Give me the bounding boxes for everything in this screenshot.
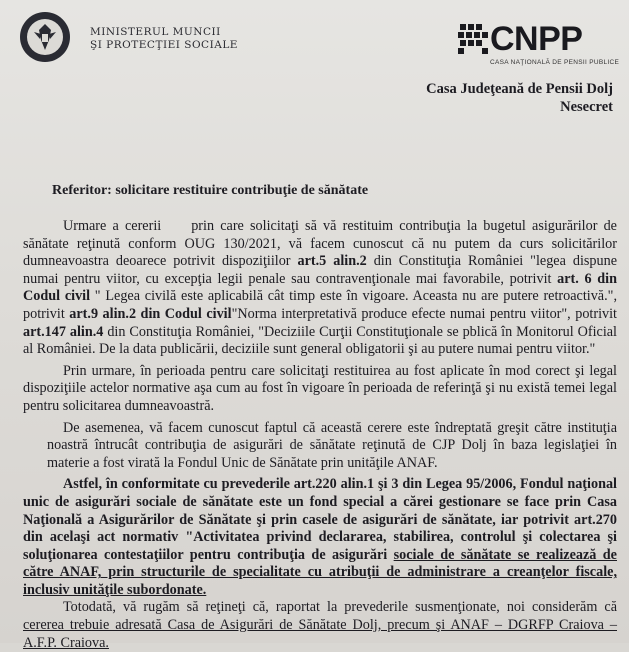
paragraph-2: Prin urmare, în perioada pentru care solicitaţi restituirea au fost aplicate în mod corect şi legal dispoziţiile actelor normative aşa cum au fost în vigoare în perioada de referinţă şi nu există temei legal pentru solicitarea dumneavoastră. xyxy=(23,362,617,414)
paragraph-1 xyxy=(23,218,617,359)
p1-ref-art5: art.5 alin.2 xyxy=(297,253,367,270)
p1-text-a: Urmare a cererii xyxy=(63,218,162,234)
paragraph-4 xyxy=(23,476,617,599)
paragraph-3: De asemenea, vă facem cunoscut faptul că această cerere este îndreptată greşit către instituţia noastră întrucât contribuţia de asigurări de sănătate reţinută de CJP Dolj în baza legislaţiei în materie a fost virată la Fondul Unic de Sănătate prin unităţile ANAF. xyxy=(47,419,617,471)
ministry-line-1: MINISTERUL MUNCII xyxy=(90,26,221,38)
government-seal-icon xyxy=(18,10,72,64)
p1-text-f: " Legea civilă este aplicabilă cât timp este în vigoare. Aceasta nu are putere retroactivă.", potrivit xyxy=(23,288,617,322)
ministry-name xyxy=(90,26,238,52)
p1-ref-art9: art.9 alin.2 din Codul civil xyxy=(69,305,232,322)
letter-body xyxy=(23,218,617,652)
p1-ref-art147: art.147 alin.4 xyxy=(23,323,104,340)
p1-text-d: din Constituţia României "legea dispune numai pentru viitor, cu excepţia legii penale sau contravenţionale mai favorabile, potrivit xyxy=(23,253,617,287)
p1-text-b: prin care solicitaţi să vă restituim contribuţia la bugetul asigurărilor de sănătate reţinută conform OUG 130/2021, vă facem cunoscut că nu putem da curs solicitărilor dumneavoastra deoarece potrivit dispoziţiilor xyxy=(23,218,617,270)
paragraph-5 xyxy=(23,599,617,652)
p5-text-underlined: cererea trebuie adresată Casa de Asigurări de Sănătate Dolj, precum şi ANAF – DGRFP Craiova – A.F.P. Craiova. xyxy=(23,617,617,651)
p1-text-j: din Constituţia României, "Deciziile Curţii Constituţionale se pblică în Monitorul Oficial al României. De la data publicării, deciziile sunt general obligatorii şi au putere numai pentru viitor." xyxy=(23,323,618,358)
ministry-line-2: ŞI PROTECŢIEI SOCIALE xyxy=(90,39,238,51)
letter-subject: Referitor: solicitare restituire contribuţie de sănătate xyxy=(52,183,369,198)
p4-text-a: Astfel, în conformitate cu prevederile art.220 alin.1 şi 3 din Legea 95/2006, Fondul naţional unic de asigurări sociale de sănătate este un fond special a cărei gestionare se face prin Casa Naţională a Asigurărilor de Sănătate şi prin casele de asigurări de sănătate, iar potrivit art.270 din acelaşi act normativ "Activitatea privind declararea, stabilirea, controlul şi colectarea şi soluţionarea contestaţiilor pentru contribuţia de asigurări xyxy=(23,476,617,563)
cnpp-logo-subtitle: CASA NAŢIONALĂ DE PENSII PUBLICE xyxy=(490,59,620,66)
p4-text-underlined: sociale de sănătate se realizează de către ANAF, prin structurile de specialitate cu atribuţii de administrare a creanţelor fiscale, inclusiv unităţile subordonate. xyxy=(23,546,617,598)
p1-ref-art6: art. 6 din Codul civil xyxy=(23,270,617,305)
institution-name: Casa Judeţeană de Pensii Dolj xyxy=(426,81,613,97)
institution-block xyxy=(426,80,613,116)
classification-label: Nesecret xyxy=(560,99,613,115)
cnpp-logo-text: CNPP xyxy=(490,20,583,58)
p5-text-a: Totodată, vă rugăm să reţineţi că, raportat la prevederile susmenţionate, noi considerăm că xyxy=(63,599,617,616)
p1-text-h: "Norma interpretativă produce efecte numai pentru viitor", potrivit xyxy=(231,305,617,322)
